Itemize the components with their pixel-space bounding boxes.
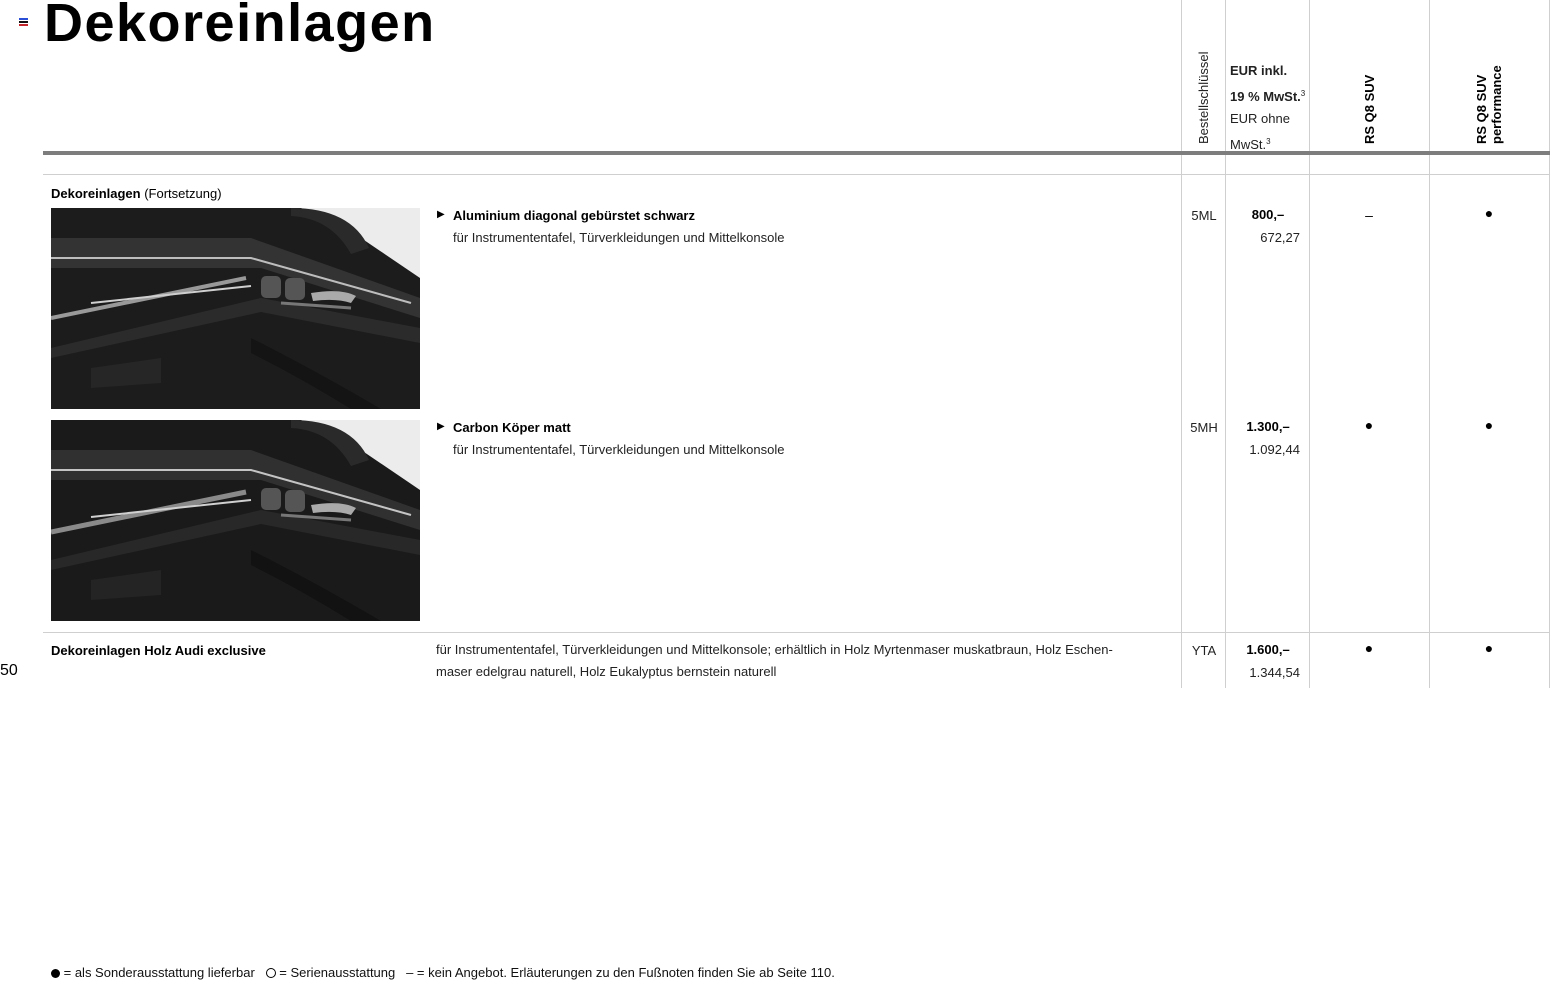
interior-photo-carbon <box>51 420 420 621</box>
availability-rs-q8-performance: ● <box>1484 640 1494 656</box>
header-price-excl-1: EUR ohne <box>1230 111 1290 126</box>
header-model-line2: performance <box>1489 65 1504 144</box>
exclusive-code: YTA <box>1191 643 1217 658</box>
exclusive-price-excl: 1.344,54 <box>1249 665 1300 680</box>
item-description: für Instrumententafel, Türverkleidungen und Mittelkonsole <box>453 230 785 245</box>
column-divider <box>1225 0 1226 688</box>
legend <box>51 965 835 980</box>
section-label <box>51 186 222 201</box>
item-title: Carbon Köper matt <box>453 420 571 435</box>
header-divider <box>43 151 1550 155</box>
header-price <box>1230 60 1305 156</box>
item-price-excl: 672,27 <box>1260 230 1300 245</box>
legend-none: – = kein Angebot. Erläuterungen zu den Fußnoten finden Sie ab Seite 110. <box>406 965 835 980</box>
legend-optional: = als Sonderausstattung lieferbar <box>63 965 255 980</box>
header-model-rs-q8: RS Q8 SUV <box>1362 74 1377 144</box>
row-divider <box>43 174 1550 175</box>
column-divider <box>1429 0 1430 688</box>
legend-standard: = Serienausstattung <box>279 965 396 980</box>
footnote-marker: 3 <box>1266 136 1271 146</box>
header-price-excl-2: MwSt. <box>1230 136 1267 152</box>
header-model-line1: RS Q8 SUV <box>1474 74 1489 144</box>
header-price-incl-1: EUR inkl. <box>1230 63 1288 78</box>
interior-photo-aluminium <box>51 208 420 409</box>
exclusive-description-line1: für Instrumententafel, Türverkleidungen und Mittelkonsole; erhältlich in Holz Myrtenmaser muskatbraun, Holz Eschen- <box>436 642 1113 657</box>
filled-dot-icon <box>51 969 60 978</box>
row-divider <box>43 632 1550 633</box>
exclusive-price-incl: 1.600,– <box>1246 642 1290 657</box>
item-price-incl: 1.300,– <box>1246 419 1290 434</box>
header-price-incl-2: 19 % MwSt. <box>1230 88 1301 104</box>
item-price-excl: 1.092,44 <box>1249 442 1300 457</box>
item-title: Aluminium diagonal gebürstet schwarz <box>453 208 695 223</box>
exclusive-title: Dekoreinlagen Holz Audi exclusive <box>51 643 266 658</box>
flag-icon <box>19 18 28 26</box>
header-model-rs-q8-performance <box>1474 66 1504 144</box>
ring-icon <box>266 968 276 978</box>
item-price-incl: 800,– <box>1251 207 1285 222</box>
availability-rs-q8: ● <box>1364 640 1374 656</box>
triangle-right-icon: ▶ <box>437 421 445 432</box>
column-divider <box>1181 0 1182 688</box>
availability-rs-q8: – <box>1365 207 1373 223</box>
page-title: Dekoreinlagen <box>44 0 436 53</box>
item-code: 5ML <box>1191 208 1217 223</box>
item-code: 5MH <box>1190 420 1218 435</box>
page-number: 50 <box>0 662 18 679</box>
section-suffix: (Fortsetzung) <box>144 186 222 201</box>
availability-rs-q8-performance: ● <box>1484 417 1494 433</box>
column-divider <box>1309 0 1310 688</box>
availability-rs-q8-performance: ● <box>1484 205 1494 221</box>
item-description: für Instrumententafel, Türverkleidungen und Mittelkonsole <box>453 442 785 457</box>
section-title: Dekoreinlagen <box>51 186 141 201</box>
footnote-marker: 3 <box>1300 88 1306 98</box>
exclusive-description-line2: maser edelgrau naturell, Holz Eukalyptus bernstein naturell <box>436 664 777 679</box>
availability-rs-q8: ● <box>1364 417 1374 433</box>
header-order-key: Bestellschlüssel <box>1196 51 1211 144</box>
triangle-right-icon: ▶ <box>437 209 445 220</box>
